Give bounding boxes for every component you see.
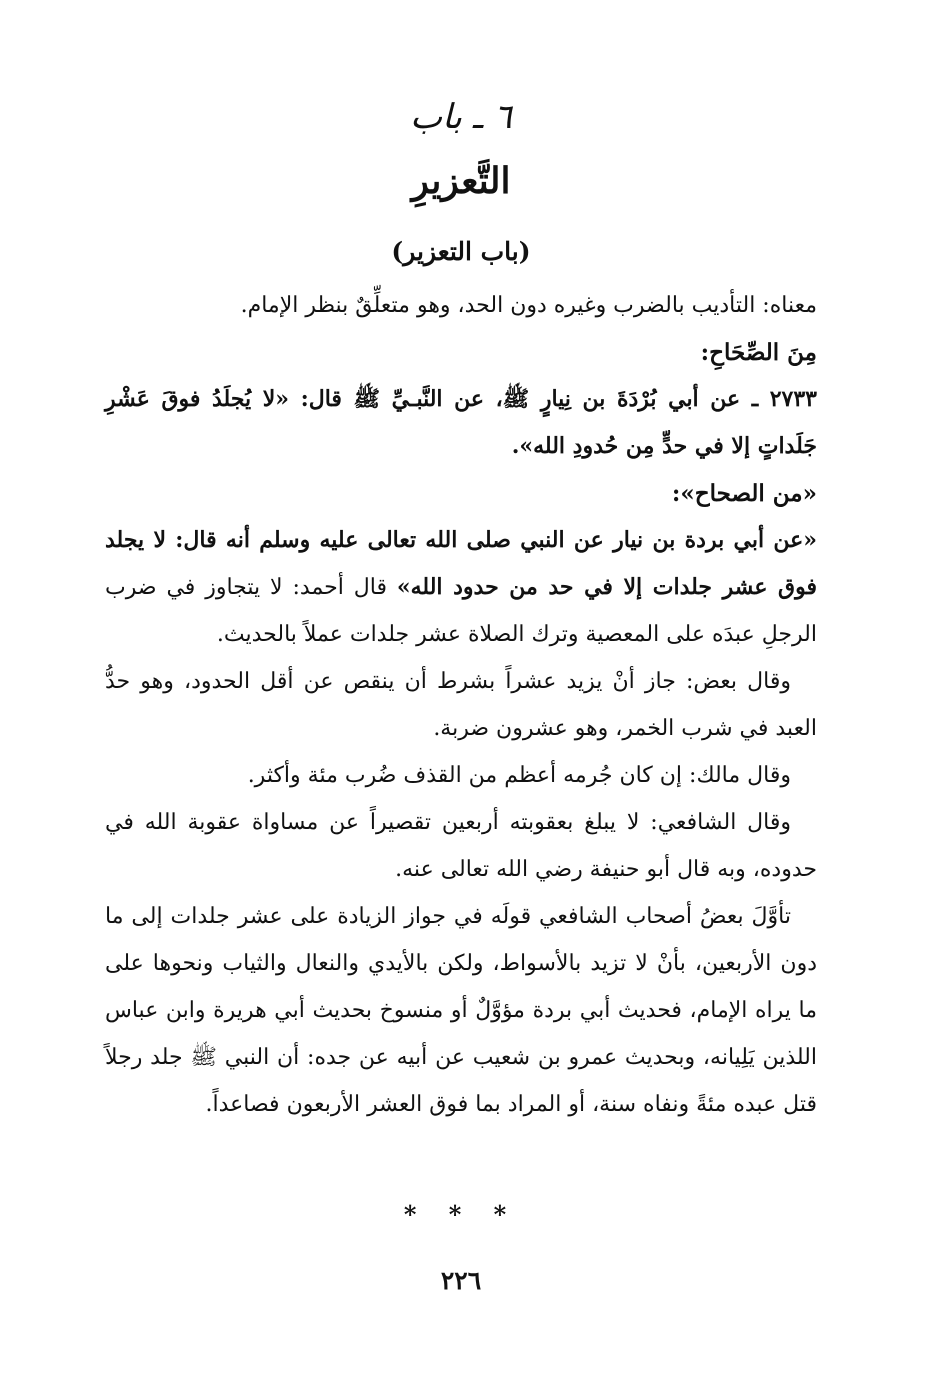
page-number: ٢٢٦	[440, 1266, 482, 1295]
chapter-number: ٦ ـ باب	[410, 97, 512, 137]
meaning-paragraph: معناه: التأديب بالضرب وغيره دون الحد، وهو متعلِّقٌ بنظر الإمام.	[240, 293, 817, 318]
chapter-title: التَّعزيرِ	[411, 160, 511, 202]
section-heading: (باب التعزير)	[391, 237, 531, 266]
shafii-paragraph: وقال الشافعي: لا يبلغ بعقوبته أربعين تقصيراً عن مساواة عقوبة الله في حدوده، وبه قال أبو حنيفة رضي الله تعالى عنه.	[105, 810, 817, 882]
some-said-paragraph: وقال بعض: جاز أنْ يزيد عشراً بشرط أن ينقص عن أقل الحدود، وهو حدُّ العبد في شرب الخمر، وهو عشرون ضربة.	[105, 669, 817, 741]
malik-paragraph: وقال مالك: إن كان جُرمه أعظم من القذف ضُرب مئة وأكثر.	[247, 763, 791, 788]
sihah-heading: مِنَ الصِّحَاحِ:	[700, 339, 817, 366]
section-separator: * * *	[403, 1200, 519, 1229]
commentary-paragraph	[105, 517, 817, 658]
sihah-quote-heading: «من الصحاح»:	[671, 480, 817, 507]
interpretation-paragraph: تأوَّلَ بعضُ أصحاب الشافعي قولَه في جواز الزيادة على عشر جلدات إلى ما دون الأربعين، بأنْ لا تزيد بالأسواط، ولكن بالأيدي والنعال والثياب ونحوها على ما يراه الإمام، فحديث أبي بردة مؤوَّلٌ أو منسوخ بحديث أبي هريرة وابن عباس اللذين يَلِيانه، وبحديث عمرو بن شعيب عن أبيه عن جده: أن النبي ﷺ جلد رجلاً قتل عبده مئةً ونفاه سنة، أو المراد بما فوق العشر الأربعون فصاعداً.	[105, 904, 818, 1117]
commentary-text: قال أحمد: لا يتجاوز في ضرب الرجلِ عبدَه على المعصية وترك الصلاة عشر جلدات عملاً بالحديث.	[105, 575, 817, 647]
commentary-quote: «عن أبي بردة بن نيار عن النبي صلى الله تعالى عليه وسلم أنه قال: لا يجلد فوق عشر جلدات إلا في حد من حدود الله»	[105, 527, 817, 600]
hadith-paragraph: ٢٧٣٣ ـ عن أبي بُرْدَةَ بن نِيارٍ ﷺ، عن النَّبـيِّ ﷺ قال: «لا يُجلَدُ فوقَ عَشْرِ جَلَداتٍ إلا في حدٍّ مِن حُدودِ الله».	[105, 386, 817, 459]
document-page	[105, 0, 817, 1377]
body-text	[105, 282, 817, 1128]
